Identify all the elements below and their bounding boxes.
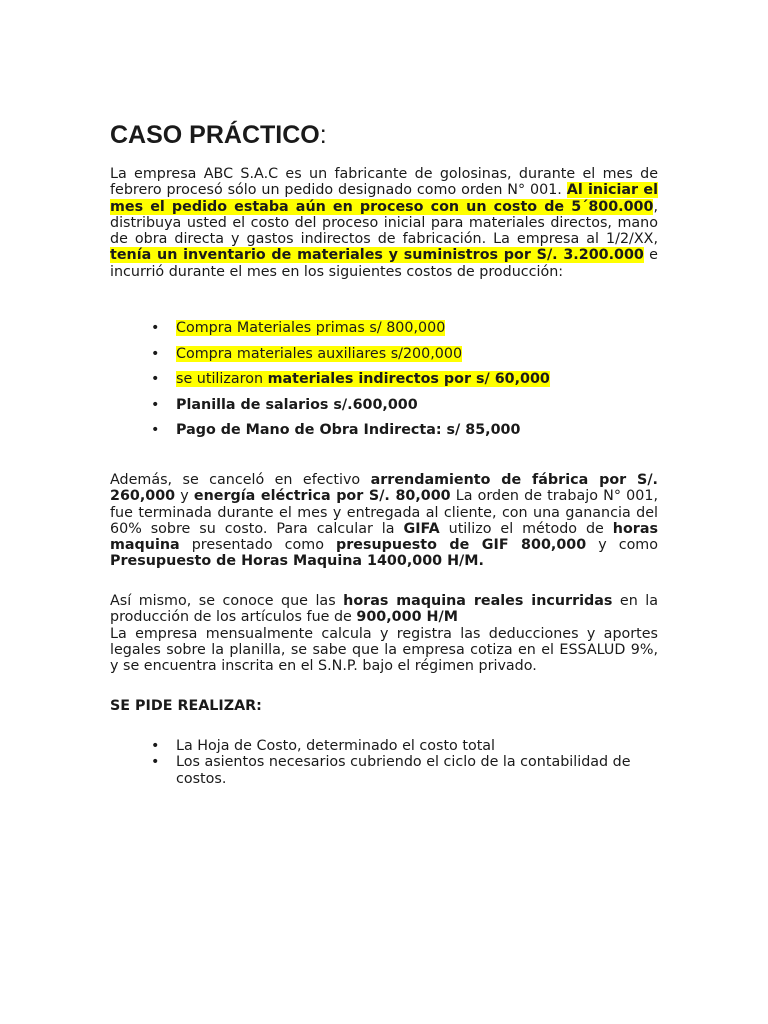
intro-text-2: , distribuya usted el costo del proceso inicial para materiales directos, mano de obra directa y gastos indirectos de fabricación. La empresa al 1/2/XX, bbox=[110, 198, 658, 248]
machine-hours-real: horas maquina reales incurridas bbox=[343, 593, 613, 609]
list-item: • Los asientos necesarios cubriendo el ciclo de la contabilidad de costos. bbox=[150, 754, 650, 787]
expenses-rent: arrendamiento de fábrica por S/. 260,000 bbox=[110, 472, 658, 505]
intro-highlight-inventory: tenía un inventario de materiales y suministros por S/. 3.200.000 bbox=[110, 247, 644, 264]
intro-highlight-initial-cost: Al iniciar el mes el pedido estaba aún en proceso con un costo de 5´800.000 bbox=[110, 182, 659, 215]
expenses-machine-hours: horas maquina bbox=[110, 520, 658, 554]
page-title bbox=[110, 120, 327, 150]
list-item: • La Hoja de Costo, determinado el costo total bbox=[150, 738, 650, 754]
list-item bbox=[150, 369, 650, 395]
cost-item-indirect-prefix: se utilizaron bbox=[176, 371, 268, 387]
expenses-text: Además, se canceló en efectivo bbox=[110, 472, 371, 488]
machine-hours-paragraph bbox=[110, 593, 658, 674]
machine-hours-text: en la producción de los artículos fue de bbox=[110, 593, 659, 626]
cost-list bbox=[150, 318, 650, 446]
list-item bbox=[150, 395, 650, 421]
cost-item-indirect-labor: Pago de Mano de Obra Indirecta: s/ 85,000 bbox=[176, 422, 521, 438]
title-colon: : bbox=[319, 121, 327, 149]
expenses-text: y como bbox=[586, 537, 658, 554]
expenses-gifa: GIFA bbox=[403, 520, 440, 537]
cost-item-raw-materials: Compra Materiales primas s/ 800,000 bbox=[176, 320, 446, 336]
intro-paragraph bbox=[110, 166, 658, 280]
machine-hours-text: Así mismo, se conoce que las bbox=[110, 593, 344, 609]
list-item bbox=[150, 318, 650, 344]
intro-text-3: e incurrió durante el mes en los siguientes costos de producción: bbox=[110, 247, 658, 280]
expenses-text: utilizo el método de bbox=[439, 520, 613, 537]
expenses-text: y bbox=[175, 488, 194, 505]
intro-text-1: La empresa ABC S.A.C es un fabricante de golosinas, durante el mes de febrero procesó sólo un pedido designado como orden N° 001. bbox=[110, 166, 658, 199]
expenses-paragraph bbox=[110, 472, 658, 570]
cost-item-indirect-materials bbox=[176, 371, 550, 387]
cost-item-payroll: Planilla de salarios s/.600,000 bbox=[176, 396, 418, 413]
expenses-text: presentado como bbox=[179, 537, 336, 554]
cost-item-auxiliary-materials: Compra materiales auxiliares s/200,000 bbox=[176, 345, 463, 362]
expenses-text: La orden de trabajo N° 001, fue terminada durante el mes y entregada al cliente, con una ganancia del 60% sobre su costo. Para calcular la bbox=[110, 488, 658, 537]
expenses-gif-budget: presupuesto de GIF 800,000 bbox=[335, 537, 587, 554]
list-item bbox=[150, 420, 650, 446]
machine-hours-value: 900,000 H/M bbox=[356, 609, 458, 626]
section-heading: SE PIDE REALIZAR: bbox=[110, 698, 262, 714]
cost-item-indirect-value: materiales indirectos por s/ 60,000 bbox=[267, 371, 550, 387]
expenses-hours-budget: Presupuesto de Horas Maquina 1400,000 H/M. bbox=[110, 553, 484, 570]
list-item bbox=[150, 344, 650, 370]
title-text: CASO PRÁCTICO bbox=[110, 121, 320, 149]
payroll-deductions-text: La empresa mensualmente calcula y registra las deducciones y aportes legales sobre la planilla, se sabe que la empresa cotiza en el ESSALUD 9%, y se encuentra inscrita en el S.N.P. bajo el régimen privado. bbox=[110, 625, 658, 675]
task-list bbox=[150, 738, 650, 787]
expenses-electricity: energía eléctrica por S/. 80,000 bbox=[193, 488, 451, 505]
